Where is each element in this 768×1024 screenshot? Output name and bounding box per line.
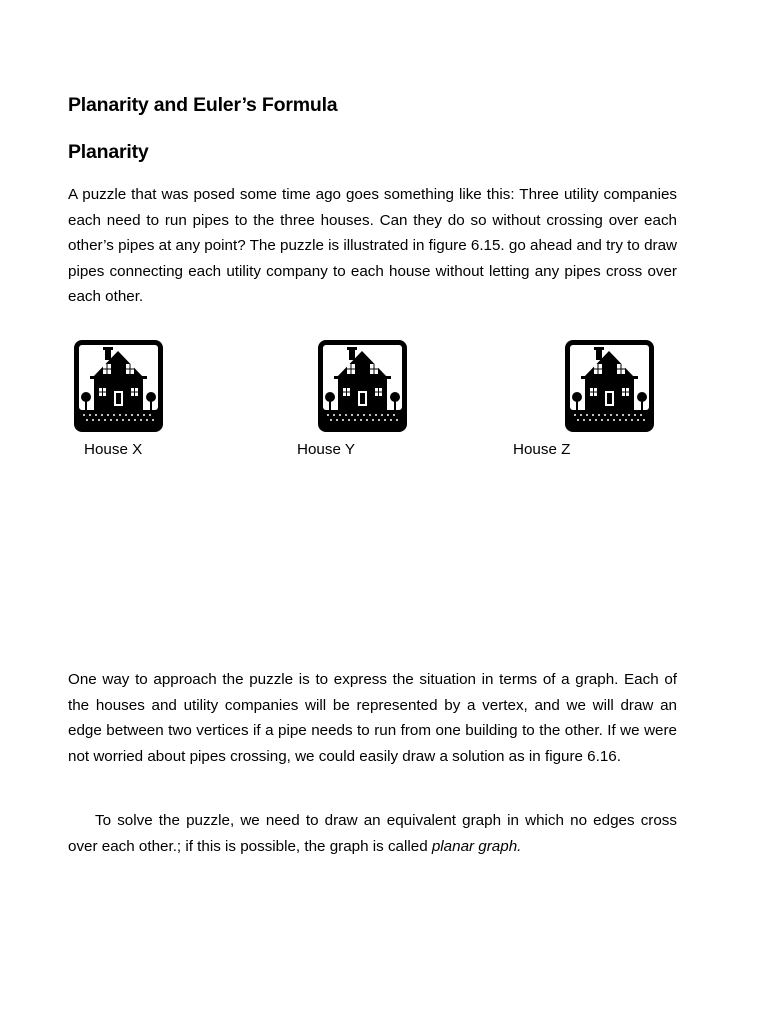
house-x-label: House X — [84, 441, 143, 458]
page-title: Planarity and Euler’s Formula — [68, 94, 338, 116]
planar-graph-term: planar graph. — [431, 837, 522, 855]
solution-paragraph — [68, 808, 677, 859]
house-z-icon — [563, 338, 656, 434]
intro-paragraph: A puzzle that was posed some time ago goes something like this: Three utility companies each need to run pipes to the three houses. Can they do so without crossing over each other’s pipes at any point? The puzzle is illustrated in figure 6.15. go ahead and try to draw pipes connecting each utility company to each house without letting any pipes cross over each other. — [68, 186, 677, 306]
house-x-icon — [72, 338, 165, 434]
section-heading: Planarity — [68, 141, 149, 163]
house-y-label: House Y — [297, 441, 355, 458]
house-y-icon — [316, 338, 409, 434]
house-z-label: House Z — [513, 441, 571, 458]
graph-approach-paragraph: One way to approach the puzzle is to express the situation in terms of a graph. Each of the houses and utility companies will be represented by a vertex, and we will draw an edge between two vertices if a pipe needs to run from one building to the other. If we were not worried about pipes crossing, we could easily draw a solution as in figure 6.16. — [68, 671, 677, 765]
solution-text: To solve the puzzle, we need to draw an equivalent graph in which no edges cross over each other.; if this is possible, the graph is called — [68, 812, 677, 855]
